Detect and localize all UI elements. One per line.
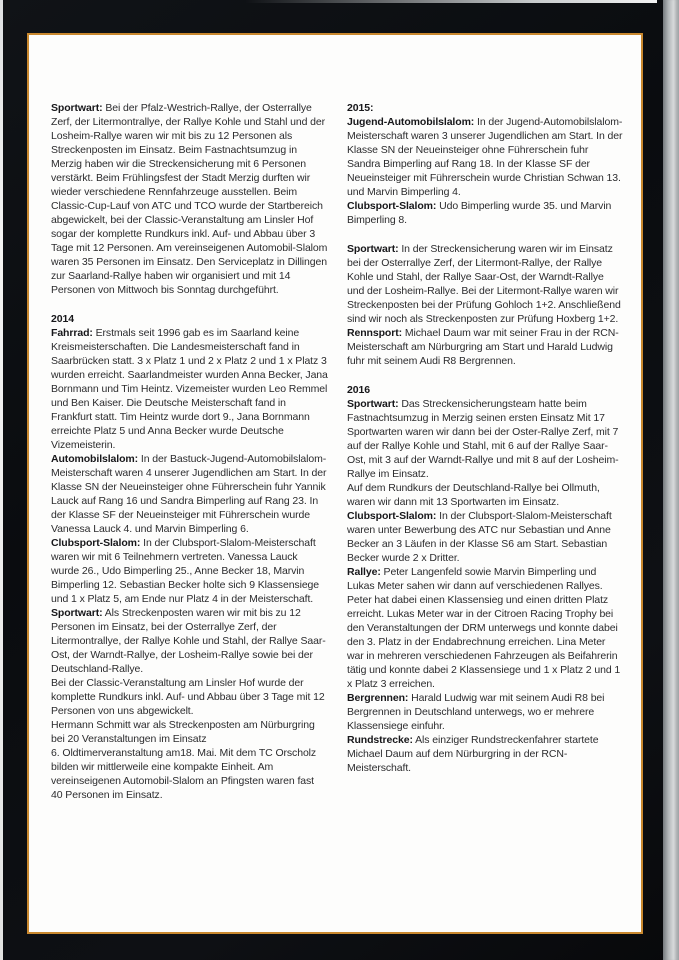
paragraph bbox=[347, 397, 623, 509]
scanned-page bbox=[27, 33, 643, 934]
paragraph-lead: Rundstrecke: bbox=[347, 734, 413, 746]
paragraph bbox=[347, 326, 623, 368]
paragraph-text: Erstmals seit 1996 gab es im Saarland keine Kreismeisterschaften. Die Landesmeisterschaft fand in Saarbrücken statt. 3 x Platz 1 und 2 x Platz 2 und 1 x Platz 3 wurden erreicht. Saarlandmeister wurden Anna Becker, Jana Bornmann und Tim Heintz. Vizemeister wurden Leo Remmel und Ben Kaiser. Die Deutsche Meisterschaft fand in Frankfurt statt. Tim Heintz wurde dort 9., Jana Bornmann erreichte Platz 5 und Anna Becker wurde Deutsche Vizemeisterin. bbox=[51, 327, 328, 451]
column-left bbox=[51, 101, 328, 802]
year-heading bbox=[347, 101, 623, 115]
paragraph-lead: Sportwart: bbox=[347, 243, 399, 255]
paragraph-text: Hermann Schmitt war als Streckenposten am Nürburgring bei 20 Veranstaltungen im Einsatz bbox=[51, 719, 315, 745]
paragraph-lead: Rennsport: bbox=[347, 327, 402, 339]
paragraph-lead: Jugend-Automobilslalom: bbox=[347, 116, 475, 128]
paragraph-text: In der Streckensicherung waren wir im Einsatz bei der Osterrallye Zerf, der Litermont-Rallye, der Rallye Kohle und Stahl, der Rallye Saar-Ost, der Warndt-Rallye und der Losheim-Rallye. Bei der Litermont-Rallye waren wir Streckenposten bei der Prüfung Gohloch 1+2. Anschließend sind wir noch als Streckenposten zur Prüfung Hoxberg 1+2. bbox=[347, 243, 621, 325]
column-right bbox=[347, 101, 623, 775]
paragraph-lead: Clubsport-Slalom: bbox=[347, 510, 437, 522]
scan-edge-left bbox=[0, 0, 3, 960]
paragraph-text: Auf dem Rundkurs der Deutschland-Rallye bei Ollmuth, waren wir dann mit 13 Sportwarten im Einsatz. bbox=[347, 482, 600, 508]
paragraph-text: Bei der Classic-Veranstaltung am Linsler Hof wurde der komplette Rundkurs inkl. Auf- und Abbau über 3 Tage mit 12 Personen von uns abgewickelt. bbox=[51, 677, 325, 717]
paragraph-text: Als Streckenposten waren wir mit bis zu 12 Personen im Einsatz, bei der Osterrallye Zerf, der Litermontrallye, der Rallye Kohle und Stahl, der Rallye Saar-Ost, der Warndt-Rallye, der Losheim-Rallye sowie bei der Deutschland-Rallye. bbox=[51, 607, 326, 675]
paragraph bbox=[347, 115, 623, 199]
paragraph bbox=[51, 536, 328, 606]
scan-edge-right bbox=[663, 0, 679, 960]
paragraph-lead: Automobilslalom: bbox=[51, 453, 139, 465]
paragraph-lead: Sportwart: bbox=[51, 102, 103, 114]
paragraph bbox=[347, 242, 623, 326]
paragraph-text: Bei der Pfalz-Westrich-Rallye, der Osterrallye Zerf, der Litermontrallye, der Rallye Kohle und Stahl und der Losheim-Rallye waren wir mit bis zu 12 Personen als Streckenposten im Einsatz. Beim Fastnachtsumzug in Merzig haben wir die Streckensicherung mit 6 Personen verstärkt. Beim Frühlingsfest der Stadt Merzig durften wir wieder verschiedene Rennfahrzeuge ausstellen. Beim Classic-Cup-Lauf von ATC und TCO wurde der Startbereich abgewickelt, bei der Classic-Veranstaltung am Linsler Hof sogar der komplette Rundkurs inkl. Auf- und Abbau über 3 Tage mit 12 Personen. Am vereinseigenen Automobil-Slalom waren 35 Personen im Einsatz. Den Serviceplatz in Dillingen zur Saarland-Rallye haben wir organisiert und mit 14 Personen von Mittwoch bis Sonntag durchgeführt. bbox=[51, 102, 328, 296]
paragraph-lead: Sportwart: bbox=[51, 607, 103, 619]
paragraph bbox=[51, 606, 328, 802]
paragraph-text: In der Jugend-Automobilslalom-Meisterschaft waren 3 unserer Jugendlichen am Start. In der Klasse SN der Neueinsteiger ohne Führerschein fuhr Sandra Bimperling auf Rang 18. In der Klasse SF der Neueinsteiger mit Führerschein wurde Christian Schwan 13. und Marvin Bimperling 4. bbox=[347, 116, 623, 198]
paragraph bbox=[51, 101, 328, 297]
paragraph-lead: Fahrrad: bbox=[51, 327, 93, 339]
paragraph-lead: 2014 bbox=[51, 313, 74, 325]
paragraph-text: In der Clubsport-Slalom-Meisterschaft waren wir mit 6 Teilnehmern vertreten. Vanessa Lauck wurde 26., Udo Bimperling 25., Anne Becker 18, Marvin Bimperling 12. Sebastian Becker holte sich 9 Klassensiege und 1 x Platz 5, am Ende nur Platz 4 in der Meisterschaft. bbox=[51, 537, 320, 605]
paragraph-lead: Bergrennen: bbox=[347, 692, 409, 704]
paragraph-text: Als einziger Rundstreckenfahrer startete Michael Daum auf dem Nürburgring in der RCN-Meisterschaft. bbox=[347, 734, 599, 774]
paragraph-text: Das Streckensicherungsteam hatte beim Fastnachtsumzug in Merzig seinen ersten Einsatz Mit 17 Sportwarten waren wir dann bei der Oster-Rallye Zerf, mit 7 auf der Rallye Kohle und Stahl, mit 6 auf der Rallye Saar-Ost, mit 3 auf der Warndt-Rallye und mit 8 auf der Losheim-Rallye im Einsatz. bbox=[347, 398, 619, 480]
year-heading bbox=[347, 383, 623, 397]
paragraph bbox=[51, 326, 328, 452]
paragraph-lead: Sportwart: bbox=[347, 398, 399, 410]
paragraph bbox=[347, 565, 623, 691]
paragraph-lead: 2016 bbox=[347, 384, 370, 396]
paragraph bbox=[347, 691, 623, 733]
paragraph bbox=[51, 452, 328, 536]
paragraph-lead: Rallye: bbox=[347, 566, 381, 578]
paragraph-text: Michael Daum war mit seiner Frau in der RCN-Meisterschaft am Nürburgring am Start und Harald Ludwig fuhr mit seinem Audi R8 Bergrennen. bbox=[347, 327, 619, 367]
paragraph-lead: Clubsport-Slalom: bbox=[51, 537, 141, 549]
scan-glare-highlight bbox=[245, 0, 657, 3]
paragraph-text: In der Bastuck-Jugend-Automobilslalom-Meisterschaft waren 4 unserer Jugendlichen am Start. In der Klasse SN der Neueinsteiger ohne Führerschein fuhr Yannik Lauck auf Rang 16 und Sandra Bimperling auf Rang 23. In der Klasse SF der Neueinsteiger mit Führerschein wurde Vanessa Lauck 4. und Marvin Bimperling 6. bbox=[51, 453, 327, 535]
year-heading bbox=[51, 312, 328, 326]
paragraph-text: In der Clubsport-Slalom-Meisterschaft waren unter Bewerbung des ATC nur Sebastian und Anne Becker an 3 Läufen in der Klasse S6 am Start. Sebastian Becker wurde 2 x Dritter. bbox=[347, 510, 612, 564]
paragraph-text: 6. Oldtimerveranstaltung am18. Mai. Mit dem TC Orscholz bilden wir mittlerweile eine kompakte Einheit. Am vereinseigenen Automobil-Slalom an Pfingsten waren fast 40 Personen im Einsatz. bbox=[51, 747, 317, 801]
paragraph-text: Harald Ludwig war mit seinem Audi R8 bei Bergrennen in Deutschland unterwegs, wo er mehrere Klassensiege einfuhr. bbox=[347, 692, 605, 732]
paragraph bbox=[347, 733, 623, 775]
paragraph bbox=[347, 199, 623, 227]
paragraph-lead: 2015: bbox=[347, 102, 374, 114]
paragraph bbox=[347, 509, 623, 565]
paragraph-text: Udo Bimperling wurde 35. und Marvin Bimperling 8. bbox=[347, 200, 612, 226]
paragraph-text: Peter Langenfeld sowie Marvin Bimperling und Lukas Meter sahen wir dann auf verschiedenen Rallyes. Peter hat dabei einen Klassensieg und einen dritten Platz erreicht. Lukas Meter war in der Citroen Racing Trophy bei den Veranstaltungen der DRM unterwegs und konnte dabei den 3. Platz in der Endabrechnung erreichen. Lina Meter war in mehreren verschiedenen Fahrzeugen als Beifahrerin tätig und konnte dabei 2 Klassensiege und 1 x Platz 2 und 1 x Platz 3 erreichen. bbox=[347, 566, 621, 690]
paragraph-lead: Clubsport-Slalom: bbox=[347, 200, 437, 212]
